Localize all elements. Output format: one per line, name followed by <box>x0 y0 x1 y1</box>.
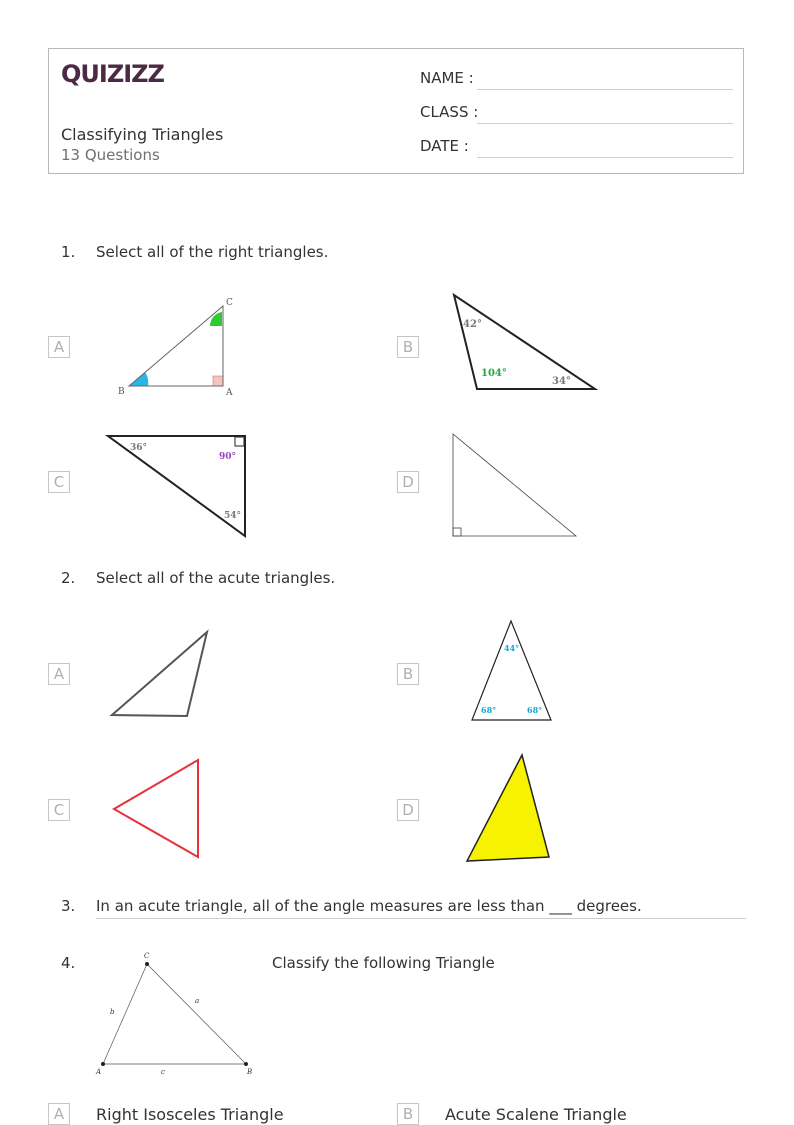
q4-option-a-text[interactable]: Right Isosceles Triangle <box>96 1105 284 1124</box>
angle-68-left: 68° <box>481 705 497 715</box>
q2-option-b[interactable]: B <box>397 663 419 685</box>
angle-90: 90° <box>219 452 237 462</box>
question-count: 13 Questions <box>61 146 160 164</box>
question-1-number: 1. <box>61 243 76 261</box>
logo-text: QUIZIZZ <box>61 60 164 88</box>
q1-right-triangle-c-figure <box>102 430 252 540</box>
q1-obtuse-triangle-figure <box>445 288 605 398</box>
label-vertex-c: C <box>144 952 150 960</box>
quizizz-logo <box>61 59 164 89</box>
q1-option-c[interactable]: C <box>48 471 70 493</box>
label-b: B <box>118 387 125 397</box>
q1-right-triangle-d-figure <box>448 430 583 540</box>
angle-54: 54° <box>224 511 242 521</box>
q4-option-b-text[interactable]: Acute Scalene Triangle <box>445 1105 627 1124</box>
triangle-outline <box>114 760 198 857</box>
angle-104: 104° <box>481 368 507 379</box>
q1-option-d[interactable]: D <box>397 471 419 493</box>
angle-34: 34° <box>552 376 571 387</box>
triangle-outline <box>112 632 207 716</box>
q1-right-triangle-figure <box>110 292 250 402</box>
vertex-a <box>101 1062 105 1066</box>
q1-option-a[interactable]: A <box>48 336 70 358</box>
triangle-outline <box>108 436 245 536</box>
triangle-outline <box>453 434 576 536</box>
q2-option-a[interactable]: A <box>48 663 70 685</box>
triangle-outline <box>129 306 223 386</box>
label-side-a: a <box>195 997 200 1005</box>
triangle-outline <box>454 295 595 389</box>
date-field[interactable] <box>477 157 733 158</box>
angle-36: 36° <box>130 443 148 453</box>
q2-red-triangle-figure <box>108 755 203 863</box>
vertex-c <box>145 962 149 966</box>
label-a: A <box>226 388 233 398</box>
label-vertex-b: B <box>247 1068 253 1076</box>
angle-44: 44° <box>504 643 520 653</box>
q2-option-d[interactable]: D <box>397 799 419 821</box>
worksheet-title: Classifying Triangles <box>61 125 224 144</box>
angle-68-right: 68° <box>527 705 543 715</box>
q2-triangle-a-figure <box>108 628 213 723</box>
name-label: NAME : <box>420 69 474 87</box>
q2-option-c[interactable]: C <box>48 799 70 821</box>
q2-isosceles-triangle-figure <box>467 617 557 725</box>
q4-triangle-figure <box>92 948 262 1078</box>
class-label: CLASS : <box>420 103 479 121</box>
answer-line[interactable] <box>96 918 746 919</box>
class-field[interactable] <box>477 123 733 124</box>
label-side-b: b <box>110 1008 115 1016</box>
question-4-text: Classify the following Triangle <box>272 954 495 972</box>
question-3-number: 3. <box>61 897 76 915</box>
label-vertex-a: A <box>96 1068 102 1076</box>
q4-option-b[interactable]: B <box>397 1103 419 1125</box>
question-2-number: 2. <box>61 569 76 587</box>
right-angle-box <box>453 528 461 536</box>
q1-option-b[interactable]: B <box>397 336 419 358</box>
label-c: C <box>226 298 233 308</box>
date-label: DATE : <box>420 137 469 155</box>
name-field[interactable] <box>477 89 733 90</box>
green-angle-mark <box>210 312 222 326</box>
worksheet-header <box>48 48 744 174</box>
triangle-shape <box>467 755 549 861</box>
question-3-text: In an acute triangle, all of the angle measures are less than ___ degrees. <box>96 897 642 915</box>
angle-42: 42° <box>463 319 482 330</box>
triangle-outline <box>103 964 246 1064</box>
vertex-b <box>244 1062 248 1066</box>
question-2-text: Select all of the acute triangles. <box>96 569 336 587</box>
right-angle-box <box>235 437 244 446</box>
right-angle-box <box>213 376 223 386</box>
label-side-c: c <box>161 1068 165 1076</box>
q2-yellow-triangle-figure <box>462 750 557 866</box>
question-4-number: 4. <box>61 954 76 972</box>
q4-option-a[interactable]: A <box>48 1103 70 1125</box>
question-1-text: Select all of the right triangles. <box>96 243 329 261</box>
